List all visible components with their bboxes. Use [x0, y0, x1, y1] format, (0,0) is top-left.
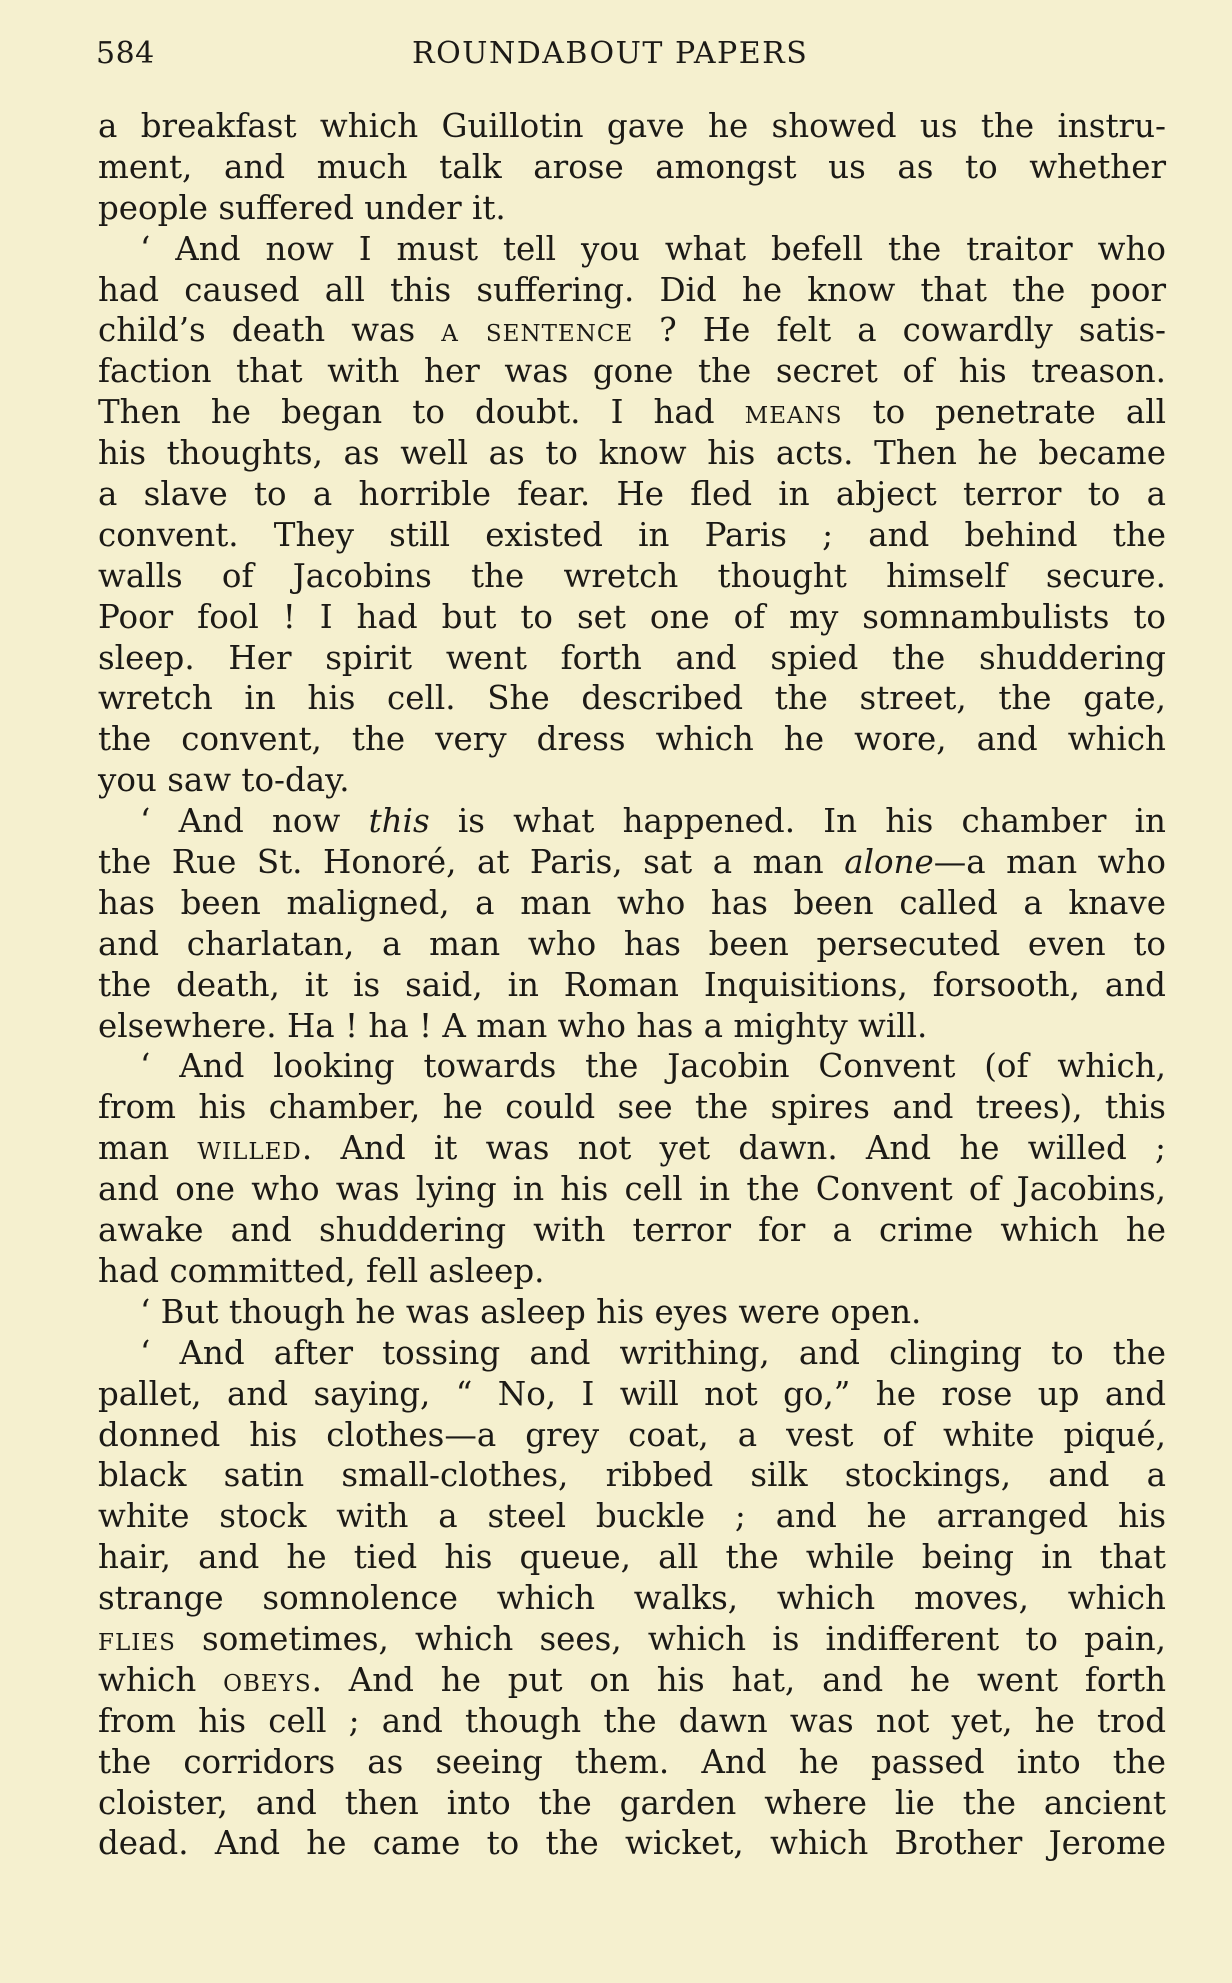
- text-segment: white stock with a steel buckle ; and he arranged his: [98, 1497, 1166, 1536]
- text-segment: the Rue St. Honoré, at Paris, sat a man: [98, 843, 845, 882]
- text-segment: hair, and he tied his queue, all the while being in that: [98, 1538, 1166, 1577]
- text-segment: you saw to-day.: [98, 761, 350, 800]
- text-line: [98, 965, 1166, 1006]
- text-line: [98, 1455, 1166, 1496]
- text-segment: faction that with her was gone the secret of his treason.: [98, 352, 1166, 391]
- text-line: [98, 760, 1166, 801]
- text-line: [98, 188, 1166, 229]
- text-segment: wretch in his cell. She described the street, the gate,: [98, 679, 1166, 718]
- text-line: [98, 515, 1166, 556]
- text-line: [98, 1006, 1166, 1047]
- text-segment: is what happened. In his chamber in: [429, 802, 1166, 841]
- text-segment: sleep. Her spirit went forth and spied the shuddering: [98, 638, 1166, 677]
- text-segment: black satin small-clothes, ribbed silk stockings, and a: [98, 1456, 1166, 1495]
- text-segment: child’s death was: [98, 311, 442, 350]
- text-line: [98, 310, 1166, 351]
- text-segment: . And it was not yet dawn. And he willed ;: [301, 1129, 1166, 1168]
- text-segment: and one who was lying in his cell in the Convent of Jacobins,: [98, 1170, 1166, 1209]
- small-caps-text: obeys: [223, 1660, 312, 1699]
- text-line: [98, 556, 1166, 597]
- text-segment: sometimes, which sees, which is indifferent to pain,: [175, 1619, 1166, 1658]
- text-segment: had caused all this suffering. Did he know that the poor: [98, 270, 1166, 309]
- text-line: [98, 474, 1166, 515]
- text-line: [98, 1292, 1166, 1333]
- text-line: [98, 1660, 1166, 1701]
- text-line: [98, 1374, 1166, 1415]
- text-segment: has been maligned, a man who has been called a knave: [98, 883, 1166, 922]
- small-caps-text: flies: [98, 1619, 176, 1658]
- text-segment: which: [98, 1660, 224, 1699]
- text-segment: cloister, and then into the garden where lie the ancient: [98, 1783, 1166, 1822]
- text-line: [98, 1537, 1166, 1578]
- running-head: ROUNDABOUT PAPERS: [412, 36, 809, 71]
- small-caps-text: a sentence: [441, 311, 634, 350]
- text-segment: ‘ And now: [140, 802, 369, 841]
- text-line: [98, 433, 1166, 474]
- text-line: [98, 1701, 1166, 1742]
- text-segment: his thoughts, as well as to know his acts. Then he became: [98, 434, 1166, 473]
- text-line: [98, 1783, 1166, 1824]
- text-segment: had committed, fell asleep.: [98, 1251, 545, 1290]
- italic-text: alone: [844, 843, 934, 882]
- text-segment: convent. They still existed in Paris ; and behind the: [98, 515, 1166, 554]
- text-line: [98, 1496, 1166, 1537]
- text-segment: dead. And he came to the wicket, which Brother Jerome: [98, 1824, 1166, 1863]
- text-line: [98, 106, 1166, 147]
- small-caps-text: means: [744, 393, 843, 432]
- text-line: [98, 270, 1166, 311]
- text-segment: —a man who: [933, 843, 1166, 882]
- page-number: 584: [96, 36, 155, 71]
- text-line: [98, 1251, 1166, 1292]
- text-line: [98, 1087, 1166, 1128]
- text-line: [98, 678, 1166, 719]
- text-segment: people suffered under it.: [98, 188, 506, 227]
- text-segment: . And he put on his hat, and he went forth: [311, 1660, 1167, 1699]
- text-segment: and charlatan, a man who has been persecuted even to: [98, 924, 1166, 963]
- text-segment: walls of Jacobins the wretch thought himself secure.: [98, 556, 1166, 595]
- text-line: [98, 1128, 1166, 1169]
- text-line: [98, 801, 1166, 842]
- text-segment: the convent, the very dress which he wore, and which: [98, 720, 1166, 759]
- text-line: [98, 597, 1166, 638]
- text-segment: strange somnolence which walks, which moves, which: [98, 1579, 1166, 1618]
- body-text: [98, 106, 1166, 1864]
- text-segment: Then he began to doubt. I had: [98, 393, 745, 432]
- text-line: [98, 1742, 1166, 1783]
- text-segment: from his cell ; and though the dawn was not yet, he trod: [98, 1701, 1166, 1740]
- text-segment: ‘ And now I must tell you what befell the traitor who: [140, 229, 1166, 268]
- text-segment: ? He felt a cowardly satis-: [633, 311, 1166, 350]
- text-segment: a breakfast which Guillotin gave he showed us the instru-: [98, 107, 1166, 145]
- italic-text: this: [368, 802, 430, 841]
- text-segment: Poor fool ! I had but to set one of my somnambulists to: [98, 597, 1166, 636]
- text-line: [98, 924, 1166, 965]
- text-line: [98, 351, 1166, 392]
- text-segment: ‘ But though he was asleep his eyes were open.: [140, 1292, 922, 1331]
- text-segment: to penetrate all: [842, 393, 1166, 432]
- text-segment: ment, and much talk arose amongst us as to whether: [98, 147, 1166, 186]
- text-segment: donned his clothes—a grey coat, a vest of white piqué,: [98, 1415, 1166, 1454]
- text-line: [98, 842, 1166, 883]
- text-line: [98, 1169, 1166, 1210]
- small-caps-text: willed: [197, 1129, 302, 1168]
- text-segment: elsewhere. Ha ! ha ! A man who has a mighty will.: [98, 1006, 928, 1045]
- text-line: [98, 147, 1166, 188]
- text-line: [98, 229, 1166, 270]
- text-line: [98, 1333, 1166, 1374]
- text-line: [98, 1619, 1166, 1660]
- text-segment: a slave to a horrible fear. He fled in abject terror to a: [98, 475, 1166, 514]
- text-segment: man: [98, 1129, 198, 1168]
- text-line: [98, 638, 1166, 679]
- text-line: [98, 1823, 1166, 1864]
- text-segment: awake and shuddering with terror for a crime which he: [98, 1211, 1166, 1250]
- text-line: [98, 719, 1166, 760]
- text-segment: pallet, and saying, “ No, I will not go,” he rose up and: [98, 1374, 1166, 1413]
- text-segment: the corridors as seeing them. And he passed into the: [98, 1742, 1166, 1781]
- text-segment: from his chamber, he could see the spires and trees), this: [98, 1088, 1166, 1127]
- text-line: [98, 392, 1166, 433]
- text-segment: the death, it is said, in Roman Inquisitions, forsooth, and: [98, 965, 1166, 1004]
- text-segment: ‘ And after tossing and writhing, and clinging to the: [140, 1333, 1166, 1372]
- text-line: [98, 1046, 1166, 1087]
- text-line: [98, 883, 1166, 924]
- text-line: [98, 1415, 1166, 1456]
- text-line: [98, 1210, 1166, 1251]
- text-line: [98, 1578, 1166, 1619]
- text-segment: ‘ And looking towards the Jacobin Convent (of which,: [140, 1047, 1166, 1086]
